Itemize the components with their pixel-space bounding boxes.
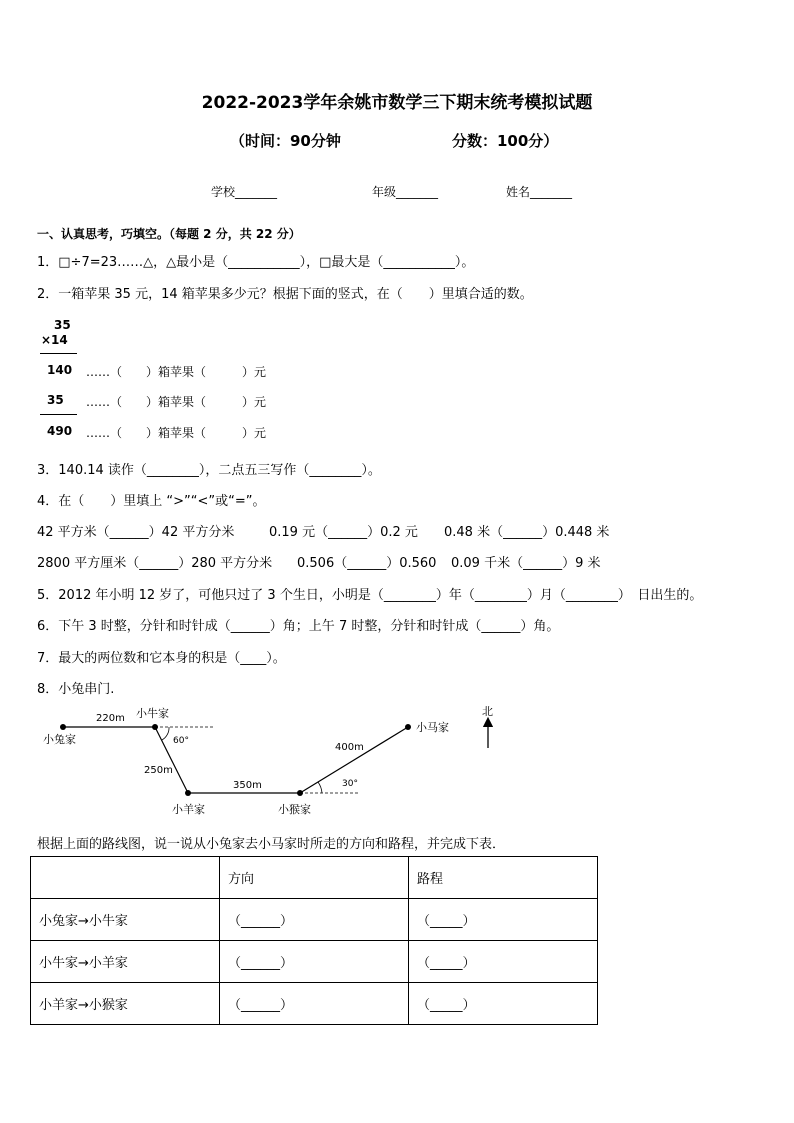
table-cell-direction[interactable]: （______） bbox=[220, 941, 409, 983]
name-field: 姓名_______ bbox=[506, 185, 573, 199]
route-map bbox=[38, 700, 508, 825]
table-cell-distance[interactable]: （_____） bbox=[409, 941, 598, 983]
question-4: 4．在（ ）里填上 “>”“<”或“=”。 bbox=[37, 494, 266, 509]
label-horse: 小马家 bbox=[416, 721, 449, 734]
compare-1-3: 0.48 米（______）0.448 米 bbox=[444, 525, 610, 540]
label-north: 北 bbox=[482, 705, 493, 718]
section-heading: 一、认真思考，巧填空。（每题 2 分，共 22 分） bbox=[37, 227, 301, 241]
table-cell-distance[interactable]: （_____） bbox=[409, 983, 598, 1025]
question-3: 3．140.14 读作（________），二点五三写作（________）。 bbox=[37, 463, 381, 478]
compare-2-3: 0.09 千米（______）9 米 bbox=[451, 556, 601, 571]
distance-400: 400m bbox=[335, 742, 364, 753]
partial-note-3: ……（ ）箱苹果（ ）元 bbox=[86, 426, 267, 440]
angle-arc-60 bbox=[162, 727, 169, 740]
table-header-row bbox=[31, 857, 598, 899]
table-row bbox=[31, 983, 598, 1025]
label-cow: 小牛家 bbox=[136, 707, 169, 720]
label-rabbit: 小兔家 bbox=[43, 733, 76, 746]
route-table bbox=[30, 856, 598, 1025]
table-cell-direction[interactable]: （______） bbox=[220, 983, 409, 1025]
table-cell-route: 小兔家→小牛家 bbox=[31, 899, 220, 941]
map-instruction: 根据上面的路线图，说一说从小兔家去小马家时所走的方向和路程，并完成下表． bbox=[37, 837, 506, 852]
angle-label-30: 30° bbox=[342, 779, 358, 789]
point-monkey bbox=[297, 790, 303, 796]
point-cow bbox=[152, 724, 158, 730]
table-header-cell bbox=[31, 857, 220, 899]
question-7: 7．最大的两位数和它本身的积是（____）。 bbox=[37, 651, 286, 666]
point-horse bbox=[405, 724, 411, 730]
partial-note-2: ……（ ）箱苹果（ ）元 bbox=[86, 395, 267, 409]
table-cell-distance[interactable]: （_____） bbox=[409, 899, 598, 941]
compare-2-1: 2800 平方厘米（______）280 平方分米 bbox=[37, 556, 273, 571]
compare-2-2: 0.506（______）0.560 bbox=[297, 556, 437, 571]
partial-note-1: ……（ ）箱苹果（ ）元 bbox=[86, 365, 267, 379]
label-monkey: 小猴家 bbox=[278, 803, 311, 816]
multiplicand: 35 bbox=[54, 318, 71, 332]
partial-product-1: 140 bbox=[47, 363, 73, 377]
table-row bbox=[31, 941, 598, 983]
table-cell-route: 小羊家→小猴家 bbox=[31, 983, 220, 1025]
multiplier: ×14 bbox=[41, 333, 68, 347]
distance-220: 220m bbox=[96, 713, 125, 724]
partial-product-2: 35 bbox=[47, 393, 64, 407]
exam-time: （时间：90分钟 bbox=[230, 132, 341, 150]
compare-1-1: 42 平方米（______）42 平方分米 bbox=[37, 525, 235, 540]
school-field: 学校_______ bbox=[211, 185, 278, 199]
page-title: 2022-2023学年余姚市数学三下期末统考模拟试题 bbox=[201, 93, 593, 113]
question-1: 1．□÷7=23……△，△最小是（___________），□最大是（___________）。 bbox=[37, 255, 475, 270]
vertical-rule-1 bbox=[40, 353, 77, 354]
vertical-rule-2 bbox=[40, 414, 77, 415]
table-header-distance: 路程 bbox=[409, 857, 598, 899]
exam-score: 分数：100分） bbox=[452, 132, 559, 150]
table-cell-route: 小牛家→小羊家 bbox=[31, 941, 220, 983]
grade-field: 年级_______ bbox=[372, 185, 439, 199]
question-6: 6．下午 3 时整，分针和时针成（______）角；上午 7 时整，分针和时针成（______）角。 bbox=[37, 619, 560, 634]
distance-350: 350m bbox=[233, 780, 262, 791]
question-8: 8．小兔串门. bbox=[37, 682, 115, 697]
label-sheep: 小羊家 bbox=[172, 803, 205, 816]
distance-250: 250m bbox=[144, 765, 173, 776]
question-2: 2．一箱苹果 35 元，14 箱苹果多少元？根据下面的竖式，在（ ）里填合适的数。 bbox=[37, 287, 533, 302]
table-header-direction: 方向 bbox=[220, 857, 409, 899]
angle-arc-30 bbox=[318, 782, 322, 793]
angle-label-60: 60° bbox=[173, 736, 189, 746]
table-cell-direction[interactable]: （______） bbox=[220, 899, 409, 941]
point-rabbit bbox=[60, 724, 66, 730]
product-total: 490 bbox=[47, 424, 73, 438]
point-sheep bbox=[185, 790, 191, 796]
compare-1-2: 0.19 元（______）0.2 元 bbox=[269, 525, 418, 540]
table-row bbox=[31, 899, 598, 941]
question-5: 5．2012 年小明 12 岁了，可他只过了 3 个生日，小明是（________）年（________）月（________） 日出生的。 bbox=[37, 588, 703, 603]
